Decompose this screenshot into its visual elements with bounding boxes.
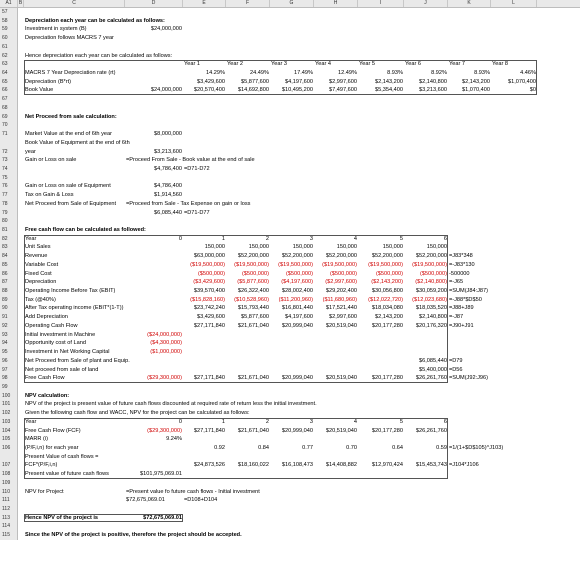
cell-c103[interactable]: Year <box>25 418 37 425</box>
row-header[interactable]: 62 <box>0 52 18 61</box>
cell-g98[interactable]: $20,999,040 <box>281 375 313 382</box>
cell-c66[interactable]: Book Value <box>25 87 54 94</box>
cell-c65[interactable]: Depreciation (B*rt) <box>25 78 72 85</box>
column-header-k[interactable]: K <box>448 0 491 7</box>
cell-k88[interactable]: =SUM(J84:J87) <box>449 288 489 295</box>
cell-c88[interactable]: Operating Income Before Tax (EBIT) <box>25 288 116 295</box>
cell-c110[interactable]: NPV for Project <box>25 488 64 495</box>
cell-e74[interactable]: =D71-D72 <box>184 165 210 172</box>
row-header[interactable]: 60 <box>0 34 18 43</box>
cell-d82[interactable]: 0 <box>178 235 182 242</box>
cell-d77[interactable]: $1,914,560 <box>154 192 182 199</box>
cell-k89[interactable]: =-J88*$D$50 <box>449 296 482 303</box>
row-header[interactable]: 95 <box>0 348 18 357</box>
row-header[interactable]: 81 <box>0 226 18 235</box>
cell-c91[interactable]: Add Depreciation <box>25 314 68 321</box>
cell-c69[interactable]: Net Proceed from sale calculation: <box>25 113 117 120</box>
row-header[interactable]: 109 <box>0 479 18 488</box>
cell-j87[interactable]: ($2,140,800) <box>415 279 447 286</box>
row-header[interactable]: 82 <box>0 235 18 244</box>
cell-c107[interactable]: FCF*(P/F,i,n) <box>25 462 58 469</box>
row-header[interactable]: 98 <box>0 374 18 383</box>
cell-h85[interactable]: ($19,500,000) <box>322 261 357 268</box>
cell-f85[interactable]: ($19,500,000) <box>234 261 269 268</box>
cell-e90[interactable]: $23,742,240 <box>193 305 225 312</box>
cell-f90[interactable]: $15,793,440 <box>237 305 269 312</box>
row-header[interactable]: 57 <box>0 8 18 17</box>
cell-c86[interactable]: Fixed Cost <box>25 270 52 277</box>
cell-k96[interactable]: =D79 <box>449 357 463 364</box>
fcf-table-border <box>24 235 448 383</box>
name-box[interactable]: A1 <box>0 0 18 7</box>
cell-h107[interactable]: $14,408,882 <box>325 462 357 469</box>
row-header[interactable]: 110 <box>0 488 18 497</box>
cell-h86[interactable]: ($500,000) <box>329 270 357 277</box>
cell-g90[interactable]: $16,801,440 <box>281 305 313 312</box>
cell-j107[interactable]: $15,453,743 <box>415 462 447 469</box>
cell-i89[interactable]: ($12,022,720) <box>368 296 403 303</box>
cell-j90[interactable]: $18,035,520 <box>415 305 447 312</box>
cell-h98[interactable]: $20,519,040 <box>325 375 357 382</box>
cell-k87[interactable]: =-J65 <box>449 279 464 286</box>
cell-e84[interactable]: $63,000,000 <box>193 253 225 260</box>
cell-c106[interactable]: (P/F,i,n) for each year <box>25 445 79 451</box>
cell-e66[interactable]: $20,570,400 <box>193 87 225 94</box>
cell-c78[interactable]: Net Proceed from Sale of Equipment <box>25 200 117 207</box>
column-header-i[interactable]: I <box>358 0 404 7</box>
cell-d72[interactable]: $3,213,600 <box>154 148 182 155</box>
cell-f87[interactable]: ($5,877,600) <box>237 279 269 286</box>
npv-table-border <box>24 418 448 479</box>
cell-h83[interactable]: 150,000 <box>336 244 357 251</box>
row-header[interactable]: 67 <box>0 95 18 104</box>
cell-j98[interactable]: $26,261,760 <box>415 375 447 382</box>
row-header[interactable]: 66 <box>0 86 18 95</box>
cell-j89[interactable]: ($12,023,680) <box>412 296 447 303</box>
cell-k85[interactable]: =-J83*130 <box>449 261 475 268</box>
cell-g82[interactable]: 3 <box>309 235 313 242</box>
cell-j64[interactable]: 8.92% <box>431 70 447 77</box>
row-header[interactable]: 68 <box>0 104 18 113</box>
cell-k64[interactable]: 8.93% <box>474 70 490 77</box>
cell-g89[interactable]: ($11,200,960) <box>278 296 313 303</box>
row-header[interactable]: 108 <box>0 470 18 479</box>
cell-g91[interactable]: $4,197,600 <box>285 314 313 321</box>
cell-i106[interactable]: 0.64 <box>392 445 403 451</box>
row-header[interactable]: 89 <box>0 296 18 305</box>
cell-d94[interactable]: ($4,300,000) <box>150 340 182 347</box>
cell-i83[interactable]: 150,000 <box>382 244 403 251</box>
cell-e63[interactable]: Year 1 <box>184 61 200 68</box>
cell-c108[interactable]: Present value of future cash flows <box>25 471 109 478</box>
cell-d104[interactable]: ($29,300,000) <box>147 427 182 434</box>
row-header[interactable]: 65 <box>0 78 18 87</box>
cell-d93[interactable]: ($24,000,000) <box>147 331 182 338</box>
cell-i85[interactable]: ($19,500,000) <box>368 261 403 268</box>
row-header[interactable]: 112 <box>0 505 18 514</box>
cell-e79[interactable]: =D71-D77 <box>184 209 210 216</box>
cell-h87[interactable]: ($2,997,600) <box>325 279 357 286</box>
cell-d111[interactable]: $72,675,069.01 <box>126 497 165 504</box>
row-header[interactable]: 113 <box>0 514 18 523</box>
row-header[interactable]: 115 <box>0 531 18 540</box>
row-header[interactable]: 114 <box>0 522 18 531</box>
cell-g92[interactable]: $20,999,040 <box>281 322 313 329</box>
row-header[interactable]: 101 <box>0 400 18 409</box>
cell-d79[interactable]: $6,085,440 <box>154 209 182 216</box>
row-header[interactable]: 76 <box>0 182 18 191</box>
cell-d71[interactable]: $8,000,000 <box>154 131 182 138</box>
cell-f82[interactable]: 2 <box>265 235 269 242</box>
row-header[interactable]: 78 <box>0 200 18 209</box>
cell-h88[interactable]: $29,202,400 <box>325 288 357 295</box>
cell-c96[interactable]: Net Proceed from Sale of plant and Equip. <box>25 357 130 364</box>
cell-e86[interactable]: ($500,000) <box>197 270 225 277</box>
cell-d74[interactable]: $4,786,400 <box>154 165 182 172</box>
cell-c73[interactable]: Gain or Loss on sale <box>25 157 77 164</box>
cell-g104[interactable]: $20,999,040 <box>281 427 313 434</box>
cell-g64[interactable]: 17.49% <box>294 70 313 77</box>
column-header-e[interactable]: E <box>183 0 226 7</box>
row-header[interactable]: 99 <box>0 383 18 392</box>
row-header[interactable]: 104 <box>0 427 18 436</box>
cell-l63[interactable]: Year 8 <box>492 61 508 68</box>
cell-c90[interactable]: After Tax operating income (EBIT*(1-T)) <box>25 305 124 312</box>
cell-c92[interactable]: Operating Cash Flow <box>25 322 78 329</box>
cell-h91[interactable]: $2,997,600 <box>329 314 357 321</box>
cell-i103[interactable]: 5 <box>399 418 403 425</box>
cell-e91[interactable]: $3,429,600 <box>197 314 225 321</box>
cell-g63[interactable]: Year 3 <box>271 61 287 68</box>
cell-c105[interactable]: MARR (i) <box>25 436 48 443</box>
cell-h84[interactable]: $52,200,000 <box>325 253 357 260</box>
cell-i107[interactable]: $12,970,424 <box>371 462 403 469</box>
cell-i90[interactable]: $18,034,080 <box>371 305 403 312</box>
row-header[interactable]: 79 <box>0 209 18 218</box>
cell-j97[interactable]: $5,400,000 <box>419 366 447 373</box>
cell-k97[interactable]: =D56 <box>449 366 463 373</box>
row-header[interactable]: 61 <box>0 43 18 52</box>
row-header[interactable]: 85 <box>0 261 18 270</box>
column-header-c[interactable]: C <box>24 0 125 7</box>
cell-c107a[interactable]: Present Value of cash flows = <box>25 453 99 460</box>
cell-k84[interactable]: =J83*348 <box>449 253 473 260</box>
cell-g84[interactable]: $52,200,000 <box>281 253 313 260</box>
cell-c81[interactable]: Free cash flow can be calculated as followed: <box>25 227 146 233</box>
row-header[interactable]: 87 <box>0 278 18 287</box>
cell-d103[interactable]: 0 <box>178 418 182 425</box>
cell-c101[interactable]: NPV of the project is present value of future cash flows discounted at required rate of return less the initial investment. <box>25 401 317 408</box>
cell-i88[interactable]: $30,056,800 <box>371 288 403 295</box>
cell-h104[interactable]: $20,519,040 <box>325 427 357 434</box>
cell-f98[interactable]: $21,671,040 <box>237 375 269 382</box>
cell-c95[interactable]: Investment in Net Working Capital <box>25 349 110 356</box>
cell-g107[interactable]: $16,108,473 <box>281 462 313 469</box>
cell-j85[interactable]: ($19,500,000) <box>412 261 447 268</box>
cell-j84[interactable]: $52,200,000 <box>415 253 447 260</box>
cell-j86[interactable]: ($500,000) <box>419 270 447 277</box>
cell-d105[interactable]: 9.24% <box>166 436 182 443</box>
row-header[interactable]: 107 <box>0 461 18 470</box>
cell-e88[interactable]: $39,570,400 <box>193 288 225 295</box>
row-header[interactable]: 97 <box>0 366 18 375</box>
row-header[interactable]: 111 <box>0 496 18 505</box>
cell-f64[interactable]: 24.49% <box>250 70 269 77</box>
row-header[interactable]: 70 <box>0 121 18 130</box>
row-header[interactable]: 92 <box>0 322 18 331</box>
cell-d98[interactable]: ($29,300,000) <box>147 375 182 382</box>
row-header[interactable]: 59 <box>0 25 18 34</box>
row-header[interactable]: 106 <box>0 444 18 453</box>
column-header-j[interactable]: J <box>404 0 448 7</box>
cell-c115[interactable]: Since the NPV of the project is positive, therefore the project should be accepted. <box>25 532 242 539</box>
row-header[interactable]: 100 <box>0 392 18 401</box>
cell-c60[interactable]: Depreciation follows MACRS 7 year <box>25 35 114 42</box>
row-header[interactable]: 86 <box>0 270 18 279</box>
cell-c93[interactable]: Initial investment in Machine <box>25 331 96 338</box>
cell-j103[interactable]: 6 <box>443 418 447 425</box>
column-header-bar <box>0 0 580 8</box>
row-header[interactable]: 74 <box>0 165 18 174</box>
cell-e65[interactable]: $3,429,600 <box>197 78 225 85</box>
row-header[interactable]: 58 <box>0 17 18 26</box>
cell-d73[interactable]: =Proceed From Sale - Book value at the end of sale <box>126 157 255 164</box>
cell-d113[interactable]: $72,675,069.01 <box>143 514 182 521</box>
cell-c104[interactable]: Free Cash Flow (FCF) <box>25 427 81 434</box>
cell-j104[interactable]: $26,261,760 <box>415 427 447 434</box>
cell-h82[interactable]: 4 <box>353 235 357 242</box>
cell-e83[interactable]: 150,000 <box>204 244 225 251</box>
row-header[interactable] <box>0 139 18 148</box>
row-header[interactable]: 83 <box>0 243 18 252</box>
row-header[interactable]: 64 <box>0 69 18 78</box>
cell-c77[interactable]: Tax on Gain & Loss <box>25 192 74 199</box>
cell-j88[interactable]: $30,059,200 <box>415 288 447 295</box>
cell-h106[interactable]: 0.70 <box>346 445 357 451</box>
cell-i66[interactable]: $5,354,400 <box>375 87 403 94</box>
cell-c89[interactable]: Tax (@40%) <box>25 296 56 303</box>
cell-d95[interactable]: ($1,000,000) <box>150 349 182 356</box>
row-header[interactable]: 63 <box>0 60 18 69</box>
cell-f104[interactable]: $21,671,040 <box>237 427 269 434</box>
row-header[interactable]: 80 <box>0 217 18 226</box>
cell-h63[interactable]: Year 4 <box>315 61 331 68</box>
cell-f92[interactable]: $21,671,040 <box>237 322 269 329</box>
cell-j92[interactable]: $20,176,320 <box>415 322 447 329</box>
cell-i87[interactable]: ($2,143,200) <box>371 279 403 286</box>
cell-i91[interactable]: $2,143,200 <box>375 314 403 321</box>
cell-f84[interactable]: $52,200,000 <box>237 253 269 260</box>
cell-c64[interactable]: MACRS 7 Year Depreciation rate (rt) <box>25 70 116 77</box>
cell-g106[interactable]: 0.77 <box>302 445 313 451</box>
cell-f91[interactable]: $5,877,600 <box>241 314 269 321</box>
cell-c98[interactable]: Free Cash Flow <box>25 375 65 382</box>
cell-k63[interactable]: Year 7 <box>449 61 465 68</box>
cell-h103[interactable]: 4 <box>353 418 357 425</box>
cell-c100[interactable]: NPV calculation: <box>25 392 70 399</box>
cell-i104[interactable]: $20,177,280 <box>371 427 403 434</box>
cell-j83[interactable]: 150,000 <box>426 244 447 251</box>
cell-d66[interactable]: $24,000,000 <box>150 87 182 94</box>
cell-c102[interactable]: Given the following cash flow and WACC, NPV for the project can be calculated as follows: <box>25 410 250 417</box>
cell-e103[interactable]: 1 <box>221 418 225 425</box>
cell-f106[interactable]: 0.84 <box>258 445 269 451</box>
cell-c85[interactable]: Variable Cost <box>25 261 59 268</box>
cell-l64[interactable]: 4.46% <box>520 70 536 77</box>
cell-j106[interactable]: 0.59 <box>436 445 447 451</box>
cell-h66[interactable]: $7,497,600 <box>329 87 357 94</box>
cell-j91[interactable]: $2,140,800 <box>419 314 447 321</box>
cell-e87[interactable]: ($3,429,600) <box>193 279 225 286</box>
cell-i63[interactable]: Year 5 <box>359 61 375 68</box>
cell-d76[interactable]: $4,786,400 <box>154 183 182 190</box>
cell-e111[interactable]: =D108+D104 <box>184 497 218 504</box>
row-header[interactable]: 69 <box>0 113 18 122</box>
cell-g103[interactable]: 3 <box>309 418 313 425</box>
cell-d78[interactable]: =Proceed from Sale - Tax Expense on gain or loss <box>126 200 251 207</box>
row-header[interactable]: 84 <box>0 252 18 261</box>
cell-f89[interactable]: ($10,528,960) <box>234 296 269 303</box>
cell-h92[interactable]: $20,519,040 <box>325 322 357 329</box>
cell-k107[interactable]: =J104*J106 <box>449 462 479 469</box>
row-header[interactable]: 75 <box>0 174 18 183</box>
cell-e92[interactable]: $27,171,840 <box>193 322 225 329</box>
row-header[interactable]: 93 <box>0 331 18 340</box>
cell-g66[interactable]: $10,495,200 <box>281 87 313 94</box>
cell-e106[interactable]: 0.92 <box>214 445 225 451</box>
cell-f88[interactable]: $26,322,400 <box>237 288 269 295</box>
cell-f107[interactable]: $18,160,022 <box>237 462 269 469</box>
column-header-h[interactable]: H <box>314 0 358 7</box>
cell-f65[interactable]: $5,877,600 <box>241 78 269 85</box>
cell-l65[interactable]: $1,070,400 <box>508 78 536 85</box>
cell-c71[interactable]: Market Value at the end of 6th year <box>25 131 112 138</box>
cell-e89[interactable]: ($15,828,160) <box>190 296 225 303</box>
cell-g65[interactable]: $4,197,600 <box>285 78 313 85</box>
cell-i86[interactable]: ($500,000) <box>375 270 403 277</box>
cell-i98[interactable]: $20,177,280 <box>371 375 403 382</box>
cell-j82[interactable]: 6 <box>443 235 447 242</box>
cell-i82[interactable]: 5 <box>399 235 403 242</box>
row-header[interactable]: 90 <box>0 304 18 313</box>
column-header-g[interactable]: G <box>270 0 314 7</box>
column-header-b[interactable]: B <box>18 0 23 6</box>
cell-h90[interactable]: $17,521,440 <box>325 305 357 312</box>
cell-f63[interactable]: Year 2 <box>227 61 243 68</box>
cell-c113[interactable]: Hence NPV of the project is <box>25 514 99 521</box>
cell-k98[interactable]: =SUM(J92:J96) <box>449 375 489 382</box>
row-header[interactable]: 94 <box>0 339 18 348</box>
cell-k90[interactable]: =J88+J89 <box>449 305 474 312</box>
cell-h64[interactable]: 12.49% <box>338 70 357 77</box>
column-header-d[interactable]: D <box>125 0 183 7</box>
cell-g85[interactable]: ($19,500,000) <box>278 261 313 268</box>
cell-f103[interactable]: 2 <box>265 418 269 425</box>
row-header[interactable]: 73 <box>0 156 18 165</box>
row-header[interactable]: 105 <box>0 435 18 444</box>
cell-f83[interactable]: 150,000 <box>248 244 269 251</box>
cell-k92[interactable]: =J90+J91 <box>449 322 474 329</box>
row-header[interactable]: 91 <box>0 313 18 322</box>
row-header[interactable]: 71 <box>0 130 18 139</box>
cell-i92[interactable]: $20,177,280 <box>371 322 403 329</box>
cell-f86[interactable]: ($500,000) <box>241 270 269 277</box>
cell-e82[interactable]: 1 <box>221 235 225 242</box>
cell-e104[interactable]: $27,171,840 <box>193 427 225 434</box>
cell-f66[interactable]: $14,692,800 <box>237 87 269 94</box>
cell-c94[interactable]: Opportunity cost of Land <box>25 340 86 347</box>
cell-g86[interactable]: ($500,000) <box>285 270 313 277</box>
cell-j63[interactable]: Year 6 <box>405 61 421 68</box>
row-header[interactable]: 96 <box>0 357 18 366</box>
cell-d108[interactable]: $101,975,069.01 <box>140 471 182 478</box>
column-header-l[interactable]: L <box>491 0 537 7</box>
cell-g83[interactable]: 150,000 <box>292 244 313 251</box>
cell-c72a[interactable]: Book Value of Equipment at the end of 6th <box>25 139 130 146</box>
cell-e107[interactable]: $24,873,526 <box>193 462 225 469</box>
cell-k65[interactable]: $2,143,200 <box>462 78 490 85</box>
depreciation-table-border <box>24 60 537 95</box>
cell-c84[interactable]: Revenue <box>25 253 48 260</box>
cell-j65[interactable]: $2,140,800 <box>419 78 447 85</box>
cell-h89[interactable]: ($11,680,960) <box>322 296 357 303</box>
cell-g88[interactable]: $28,002,400 <box>281 288 313 295</box>
cell-e85[interactable]: ($19,500,000) <box>190 261 225 268</box>
cell-l66[interactable]: $0 <box>529 87 536 94</box>
npv-result-border <box>24 514 183 523</box>
cell-k91[interactable]: =-J87 <box>449 314 464 321</box>
cell-c83[interactable]: Unit Sales <box>25 244 51 251</box>
cell-j96[interactable]: $6,085,440 <box>419 357 447 364</box>
cell-c58[interactable]: Depreciation each year can be calculated as follows: <box>25 17 165 24</box>
cell-c62[interactable]: Hence depreciation each year can be calculated as follows: <box>25 52 173 59</box>
cell-d59[interactable]: $24,000,000 <box>150 26 182 33</box>
column-header-f[interactable]: F <box>226 0 270 7</box>
cell-k66[interactable]: $1,070,400 <box>462 87 490 94</box>
cell-e98[interactable]: $27,171,840 <box>193 375 225 382</box>
row-header[interactable]: 77 <box>0 191 18 200</box>
cell-g87[interactable]: ($4,197,600) <box>281 279 313 286</box>
cell-h65[interactable]: $2,997,600 <box>329 78 357 85</box>
cell-c87[interactable]: Depreciation <box>25 279 57 286</box>
cell-c59[interactable]: Investment in system (B) <box>25 26 87 33</box>
cell-k106[interactable]: =1/(1+$D$105)^J103) <box>449 445 504 451</box>
row-header[interactable]: 102 <box>0 409 18 418</box>
cell-i65[interactable]: $2,143,200 <box>375 78 403 85</box>
cell-k86[interactable]: -500000 <box>449 270 470 277</box>
cell-c76[interactable]: Gain or Loss on sale of Equipment <box>25 183 111 190</box>
cell-e64[interactable]: 14.29% <box>206 70 225 77</box>
row-header[interactable]: 72 <box>0 148 18 157</box>
cell-c97[interactable]: Net proceed from sale of land <box>25 366 99 373</box>
cell-i64[interactable]: 8.93% <box>387 70 403 77</box>
cell-d110[interactable]: =Present value fo future cash flows - Initial investment <box>126 488 260 495</box>
row-header[interactable] <box>0 453 18 462</box>
row-header[interactable]: 88 <box>0 287 18 296</box>
cell-i84[interactable]: $52,200,000 <box>371 253 403 260</box>
cell-j66[interactable]: $3,213,600 <box>419 87 447 94</box>
cell-c72[interactable]: year <box>25 148 36 155</box>
cell-c82[interactable]: Year <box>25 235 37 242</box>
row-header[interactable]: 103 <box>0 418 18 427</box>
